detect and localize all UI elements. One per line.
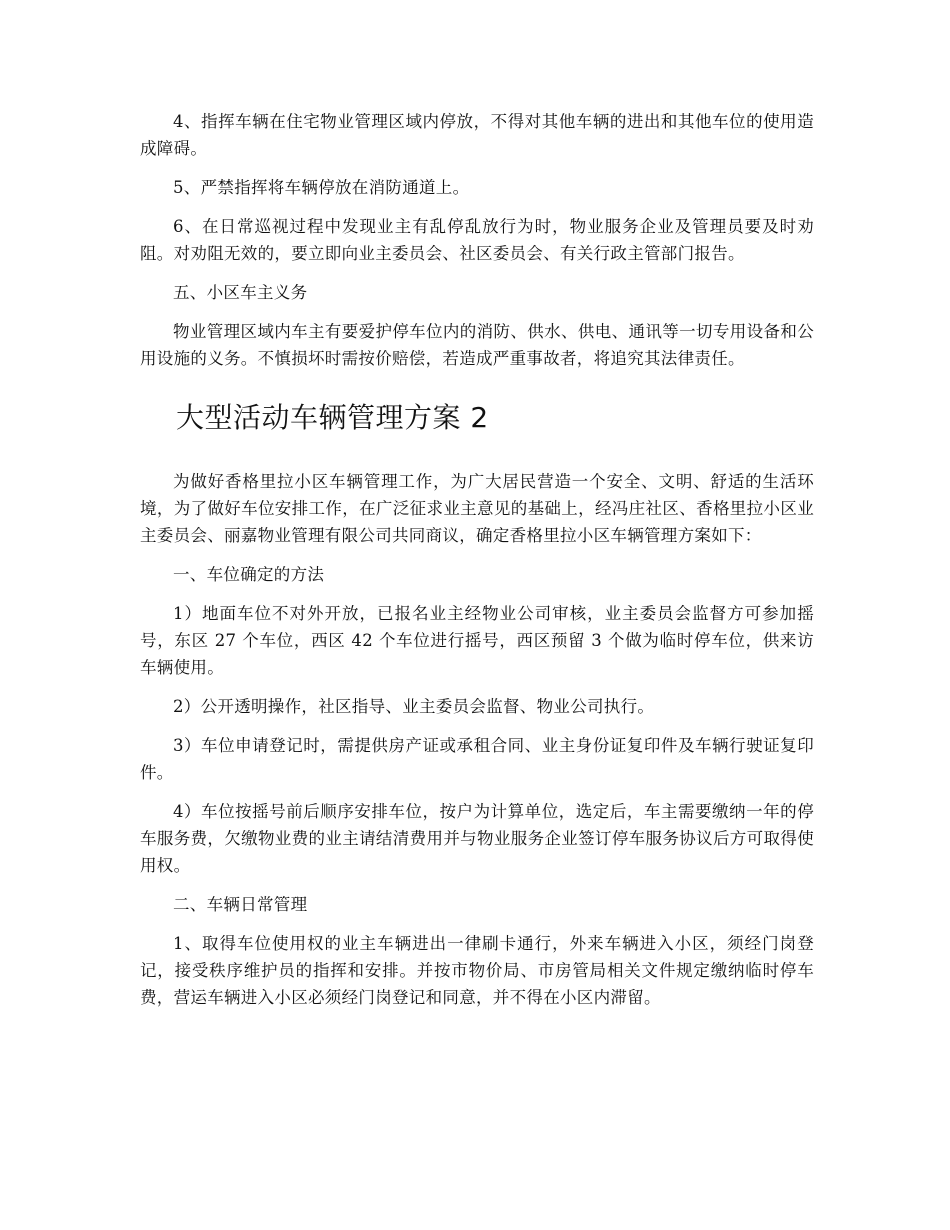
paragraph-item-1: 1）地面车位不对外开放，已报名业主经物业公司审核，业主委员会监督方可参加摇号，东区 27 个车位，西区 42 个车位进行摇号，西区预留 3 个做为临时停车位，供来访车辆使用。 xyxy=(140,604,814,677)
paragraph-item-4: 4）车位按摇号前后顺序安排车位，按户为计算单位，选定后，车主需要缴纳一年的停车服务费，欠缴物业费的业主请结清费用并与物业服务企业签订停车服务协议后方可取得使用权。 xyxy=(140,802,814,875)
section-heading-daily-management: 二、车辆日常管理 xyxy=(173,895,308,914)
paragraph-item-2: 2）公开透明操作，社区指导、业主委员会监督、物业公司执行。 xyxy=(173,697,655,716)
paragraph-rule-6: 6、在日常巡视过程中发现业主有乱停乱放行为时，物业服务企业及管理员要及时劝阻。对劝阻无效的，要立即向业主委员会、社区委员会、有关行政主管部门报告。 xyxy=(140,217,814,263)
paragraph-owner-duties: 物业管理区域内车主有要爱护停车位内的消防、供水、供电、通讯等一切专用设备和公用设施的义务。不慎损坏时需按价赔偿，若造成严重事故者，将追究其法律责任。 xyxy=(140,322,814,368)
paragraph-rule-5: 5、严禁指挥将车辆停放在消防通道上。 xyxy=(173,178,470,197)
paragraph-item-3: 3）车位申请登记时，需提供房产证或承租合同、业主身份证复印件及车辆行驶证复印件。 xyxy=(140,736,814,782)
paragraph-intro: 为做好香格里拉小区车辆管理工作，为广大居民营造一个安全、文明、舒适的生活环境，为了做好车位安排工作，在广泛征求业主意见的基础上，经冯庄社区、香格里拉小区业主委员会、丽嘉物业管理有限公司共同商议，确定香格里拉小区车辆管理方案如下： xyxy=(140,472,814,545)
section-heading-owner-duties: 五、小区车主义务 xyxy=(173,283,308,302)
paragraph-management-1: 1、取得车位使用权的业主车辆进出一律刷卡通行，外来车辆进入小区，须经门岗登记，接受秩序维护员的指挥和安排。并按市物价局、市房管局相关文件规定缴纳临时停车费，营运车辆进入小区必须经门岗登记和同意，并不得在小区内滞留。 xyxy=(140,934,814,1007)
paragraph-rule-4: 4、指挥车辆在住宅物业管理区域内停放，不得对其他车辆的进出和其他车位的使用造成障碍。 xyxy=(140,112,814,158)
section-heading-parking-method: 一、车位确定的方法 xyxy=(173,565,325,584)
document-title: 大型活动车辆管理方案 2 xyxy=(176,401,489,434)
document-page xyxy=(140,108,814,1023)
